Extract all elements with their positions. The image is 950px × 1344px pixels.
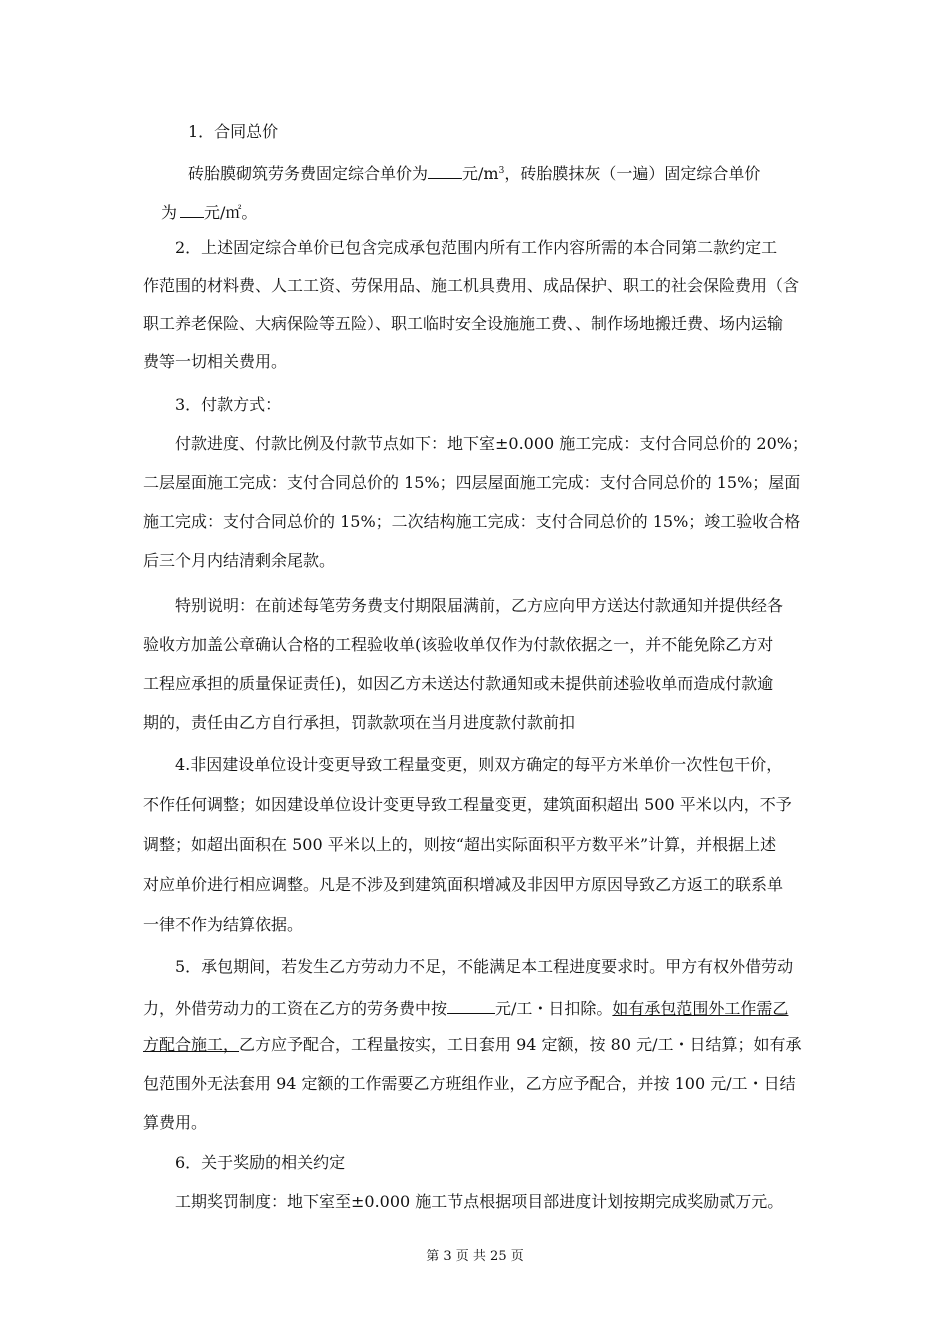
price-blank-1 [428,161,462,179]
section-5-line: 包范围外无法套用 94 定额的工作需要乙方班组作业，乙方应予配合，并按 100 元/工・日结 [143,1074,796,1093]
section-3-line: 后三个月内结清剩余尾款。 [143,551,336,570]
text: ，砖胎膜抹灰（一遍）固定综合单价 [504,164,761,183]
section-5-line: 算费用。 [143,1113,208,1132]
price-blank-2 [180,200,204,218]
underlined-text: 方配合施工， [143,1035,240,1054]
section-3-line: 二层屋面施工完成：支付合同总价的 15%；四层屋面施工完成：支付合同总价的 15%；屋面 [143,473,801,492]
section-2-line: 2．上述固定综合单价已包含完成承包范围内所有工作内容所需的本合同第二款约定工 [175,238,778,257]
special-note-line: 验收方加盖公章确认合格的工程验收单(该验收单仅作为付款依据之一，并不能免除乙方对 [143,635,774,654]
text: 砖胎膜砌筑劳务费固定综合单价为 [188,164,429,183]
wage-blank [447,996,495,1014]
section-4-line: 4.非因建设单位设计变更导致工程量变更，则双方确定的每平方米单价一次性包干价， [175,755,783,774]
section-3-line: 付款进度、付款比例及付款节点如下：地下室±0.000 施工完成：支付合同总价的 20%； [175,434,808,453]
section-6-heading: 6．关于奖励的相关约定 [175,1153,346,1172]
section-4-line: 对应单价进行相应调整。凡是不涉及到建筑面积增减及非因甲方原因导致乙方返工的联系单 [143,875,784,894]
section-5-line [143,996,788,1019]
section-2-line: 职工养老保险、大病保险等五险）、职工临时安全设施施工费、、制作场地搬迁费、场内运输 [143,314,784,333]
section-4-line: 一律不作为结算依据。 [143,915,304,934]
section-3-heading: 3．付款方式： [175,395,282,414]
section-2-line: 作范围的材料费、人工工资、劳保用品、施工机具费用、成品保护、职工的社会保险费用（含 [143,276,800,295]
text: 力，外借劳动力的工资在乙方的劳务费中按 [143,999,448,1018]
section-2-line: 费等一切相关费用。 [143,352,288,371]
section-1-heading: 1．合同总价 [188,122,279,141]
cubic-superscript: 3 [498,166,505,176]
text: 元/m [462,164,499,183]
special-note-line: 工程应承担的质量保证责任)，如因乙方未送达付款通知或未提供前述验收单而造成付款逾 [143,674,774,693]
special-note-line: 特别说明：在前述每笔劳务费支付期限届满前，乙方应向甲方送达付款通知并提供经各 [175,596,784,615]
section-4-line: 不作任何调整；如因建设单位设计变更导致工程量变更，建筑面积超出 500 平米以内，不予 [143,795,792,814]
special-note-line: 期的，责任由乙方自行承担，罚款款项在当月进度款付款前扣 [143,713,576,732]
page-number-footer: 第 3 页 共 25 页 [426,1249,524,1264]
text: 乙方应予配合，工程量按实，工日套用 94 定额，按 80 元/工・日结算；如有承 [239,1035,802,1054]
section-5-line [143,1035,801,1055]
section-1-line-1 [188,161,760,184]
section-6-line: 工期奖罚制度：地下室至±0.000 施工节点根据项目部进度计划按期完成奖励贰万元。 [175,1192,784,1211]
text: 元/工・日扣除。 [495,999,613,1018]
section-1-line-2 [161,200,257,223]
text: 为 [161,203,178,222]
text: 元/㎡。 [204,203,258,222]
section-3-line: 施工完成：支付合同总价的 15%；二次结构施工完成：支付合同总价的 15%；竣工验收合格 [143,512,801,531]
section-4-line: 调整；如超出面积在 500 平米以上的，则按“超出实际面积平方数平米”计算，并根据上述 [143,835,777,854]
section-5-line: 5．承包期间，若发生乙方劳动力不足，不能满足本工程进度要求时。甲方有权外借劳动 [175,957,794,976]
underlined-text: 如有承包范围外工作需乙 [612,999,789,1018]
